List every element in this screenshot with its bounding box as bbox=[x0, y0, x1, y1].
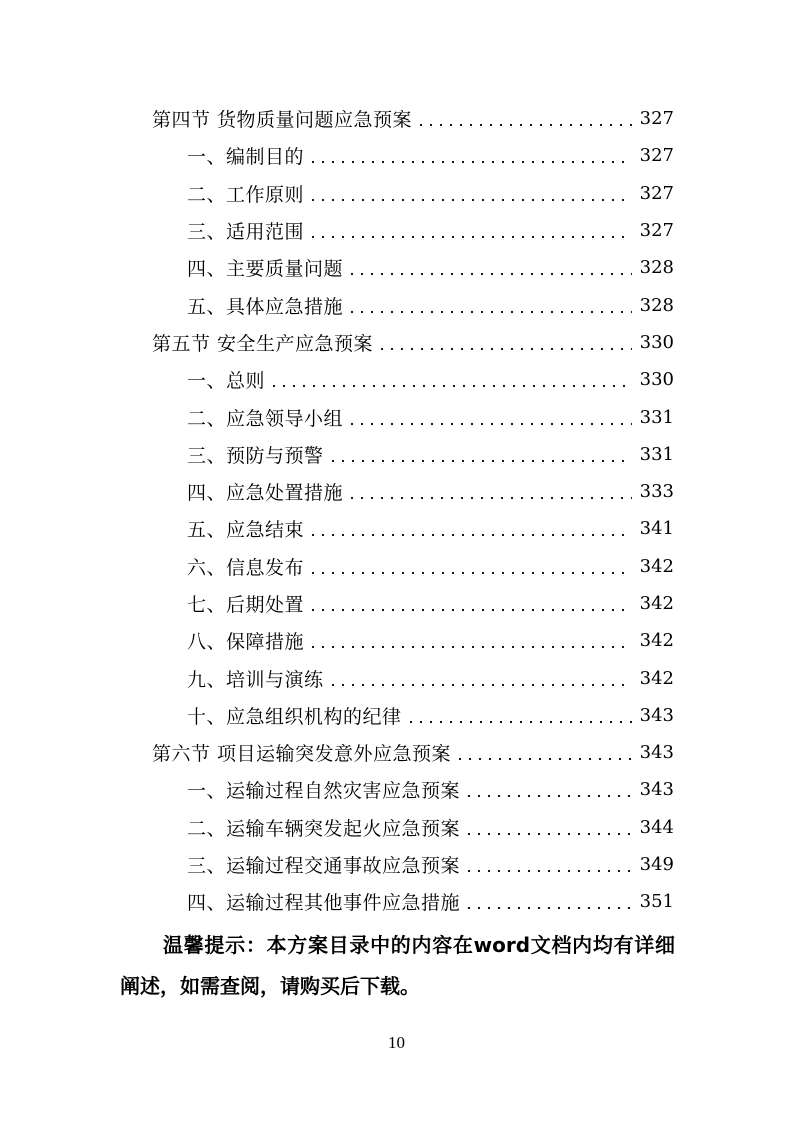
toc-entry-title: 第五节 安全生产应急预案 bbox=[152, 329, 375, 356]
toc-dot-leader bbox=[464, 896, 632, 915]
page-number: 10 bbox=[388, 1033, 405, 1052]
toc-entry-page: 342 bbox=[639, 630, 674, 652]
toc-entry-title: 三、适用范围 bbox=[187, 217, 306, 244]
toc-entry-page: 327 bbox=[639, 108, 674, 130]
toc-dot-leader bbox=[347, 486, 632, 505]
toc-subsection-entry[interactable] bbox=[0, 361, 793, 398]
toc-entry-page: 327 bbox=[639, 182, 674, 204]
toc-entry-page: 330 bbox=[639, 369, 674, 391]
toc-dot-leader bbox=[347, 262, 632, 281]
toc-subsection-entry[interactable] bbox=[0, 212, 793, 249]
toc-entry-title: 一、运输过程自然灾害应急预案 bbox=[187, 776, 462, 803]
toc-dot-leader bbox=[416, 113, 632, 132]
table-of-contents bbox=[0, 100, 793, 921]
toc-entry-page: 342 bbox=[639, 667, 674, 689]
toc-subsection-entry[interactable] bbox=[0, 137, 793, 174]
toc-entry-title: 第四节 货物质量问题应急预案 bbox=[152, 105, 414, 132]
toc-entry-page: 349 bbox=[639, 854, 674, 876]
toc-entry-page: 342 bbox=[639, 593, 674, 614]
toc-dot-leader bbox=[347, 300, 632, 319]
toc-dot-leader bbox=[328, 673, 632, 692]
toc-entry-title: 四、应急处置措施 bbox=[187, 478, 345, 505]
toc-entry-page: 342 bbox=[639, 555, 674, 577]
toc-entry-title: 四、主要质量问题 bbox=[187, 254, 345, 281]
toc-dot-leader bbox=[347, 412, 632, 431]
toc-subsection-entry[interactable] bbox=[0, 883, 793, 920]
toc-dot-leader bbox=[308, 523, 632, 542]
toc-subsection-entry[interactable] bbox=[0, 809, 793, 846]
toc-subsection-entry[interactable] bbox=[0, 398, 793, 435]
toc-dot-leader bbox=[308, 561, 632, 580]
toc-entry-page: 333 bbox=[639, 481, 674, 503]
toc-entry-title: 五、具体应急措施 bbox=[187, 292, 345, 319]
toc-subsection-entry[interactable] bbox=[0, 846, 793, 883]
toc-section-entry[interactable] bbox=[0, 100, 793, 137]
toc-dot-leader bbox=[464, 822, 632, 841]
toc-entry-title: 二、工作原则 bbox=[187, 180, 306, 207]
toc-dot-leader bbox=[464, 859, 632, 878]
toc-entry-title: 四、运输过程其他事件应急措施 bbox=[187, 888, 462, 915]
toc-dot-leader bbox=[455, 747, 632, 766]
toc-section-entry[interactable] bbox=[0, 324, 793, 361]
toc-subsection-entry[interactable] bbox=[0, 473, 793, 510]
toc-dot-leader bbox=[464, 784, 632, 803]
toc-subsection-entry[interactable] bbox=[0, 771, 793, 808]
toc-entry-title: 八、保障措施 bbox=[187, 627, 306, 654]
toc-entry-page: 328 bbox=[639, 257, 674, 279]
toc-entry-page: 343 bbox=[639, 742, 674, 764]
toc-entry-page: 343 bbox=[639, 779, 674, 801]
toc-subsection-entry[interactable] bbox=[0, 548, 793, 585]
toc-entry-page: 327 bbox=[639, 220, 674, 242]
toc-subsection-entry[interactable] bbox=[0, 697, 793, 734]
toc-entry-page: 341 bbox=[639, 518, 674, 540]
toc-entry-page: 328 bbox=[639, 294, 674, 316]
toc-subsection-entry[interactable] bbox=[0, 585, 793, 622]
toc-subsection-entry[interactable] bbox=[0, 175, 793, 212]
toc-entry-title: 一、总则 bbox=[187, 366, 267, 393]
toc-entry-page: 344 bbox=[639, 816, 674, 838]
toc-entry-title: 五、应急结束 bbox=[187, 515, 306, 542]
toc-dot-leader bbox=[269, 374, 632, 393]
toc-entry-page: 351 bbox=[639, 891, 674, 913]
toc-dot-leader bbox=[308, 635, 632, 654]
toc-dot-leader bbox=[377, 337, 632, 356]
toc-entry-page: 327 bbox=[639, 145, 674, 167]
toc-entry-page: 331 bbox=[639, 406, 674, 428]
toc-subsection-entry[interactable] bbox=[0, 622, 793, 659]
toc-dot-leader bbox=[328, 449, 632, 468]
toc-entry-title: 七、后期处置 bbox=[187, 590, 306, 617]
toc-entry-title: 一、编制目的 bbox=[187, 142, 306, 169]
toc-dot-leader bbox=[308, 150, 632, 169]
toc-entry-title: 六、信息发布 bbox=[187, 553, 306, 580]
toc-entry-page: 343 bbox=[639, 704, 674, 726]
toc-entry-title: 三、运输过程交通事故应急预案 bbox=[187, 851, 462, 878]
toc-section-entry[interactable] bbox=[0, 734, 793, 771]
toc-entry-page: 330 bbox=[639, 331, 674, 353]
toc-entry-title: 第六节 项目运输突发意外应急预案 bbox=[152, 739, 453, 766]
toc-subsection-entry[interactable] bbox=[0, 286, 793, 323]
toc-subsection-entry[interactable] bbox=[0, 436, 793, 473]
toc-entry-title: 二、运输车辆突发起火应急预案 bbox=[187, 814, 462, 841]
toc-entry-title: 十、应急组织机构的纪律 bbox=[187, 702, 404, 729]
toc-subsection-entry[interactable] bbox=[0, 510, 793, 547]
toc-entry-title: 三、预防与预警 bbox=[187, 441, 326, 468]
toc-subsection-entry[interactable] bbox=[0, 249, 793, 286]
toc-dot-leader bbox=[308, 188, 632, 207]
toc-entry-title: 九、培训与演练 bbox=[187, 665, 326, 692]
toc-entry-title: 二、应急领导小组 bbox=[187, 404, 345, 431]
toc-dot-leader bbox=[406, 710, 632, 729]
notice-text: 温馨提示：本方案目录中的内容在word文档内均有详细阐述，如需查阅，请购买后下载。 bbox=[120, 933, 675, 998]
toc-dot-leader bbox=[308, 225, 632, 244]
toc-entry-page: 331 bbox=[639, 443, 674, 465]
toc-dot-leader bbox=[308, 598, 632, 617]
toc-subsection-entry[interactable] bbox=[0, 659, 793, 696]
